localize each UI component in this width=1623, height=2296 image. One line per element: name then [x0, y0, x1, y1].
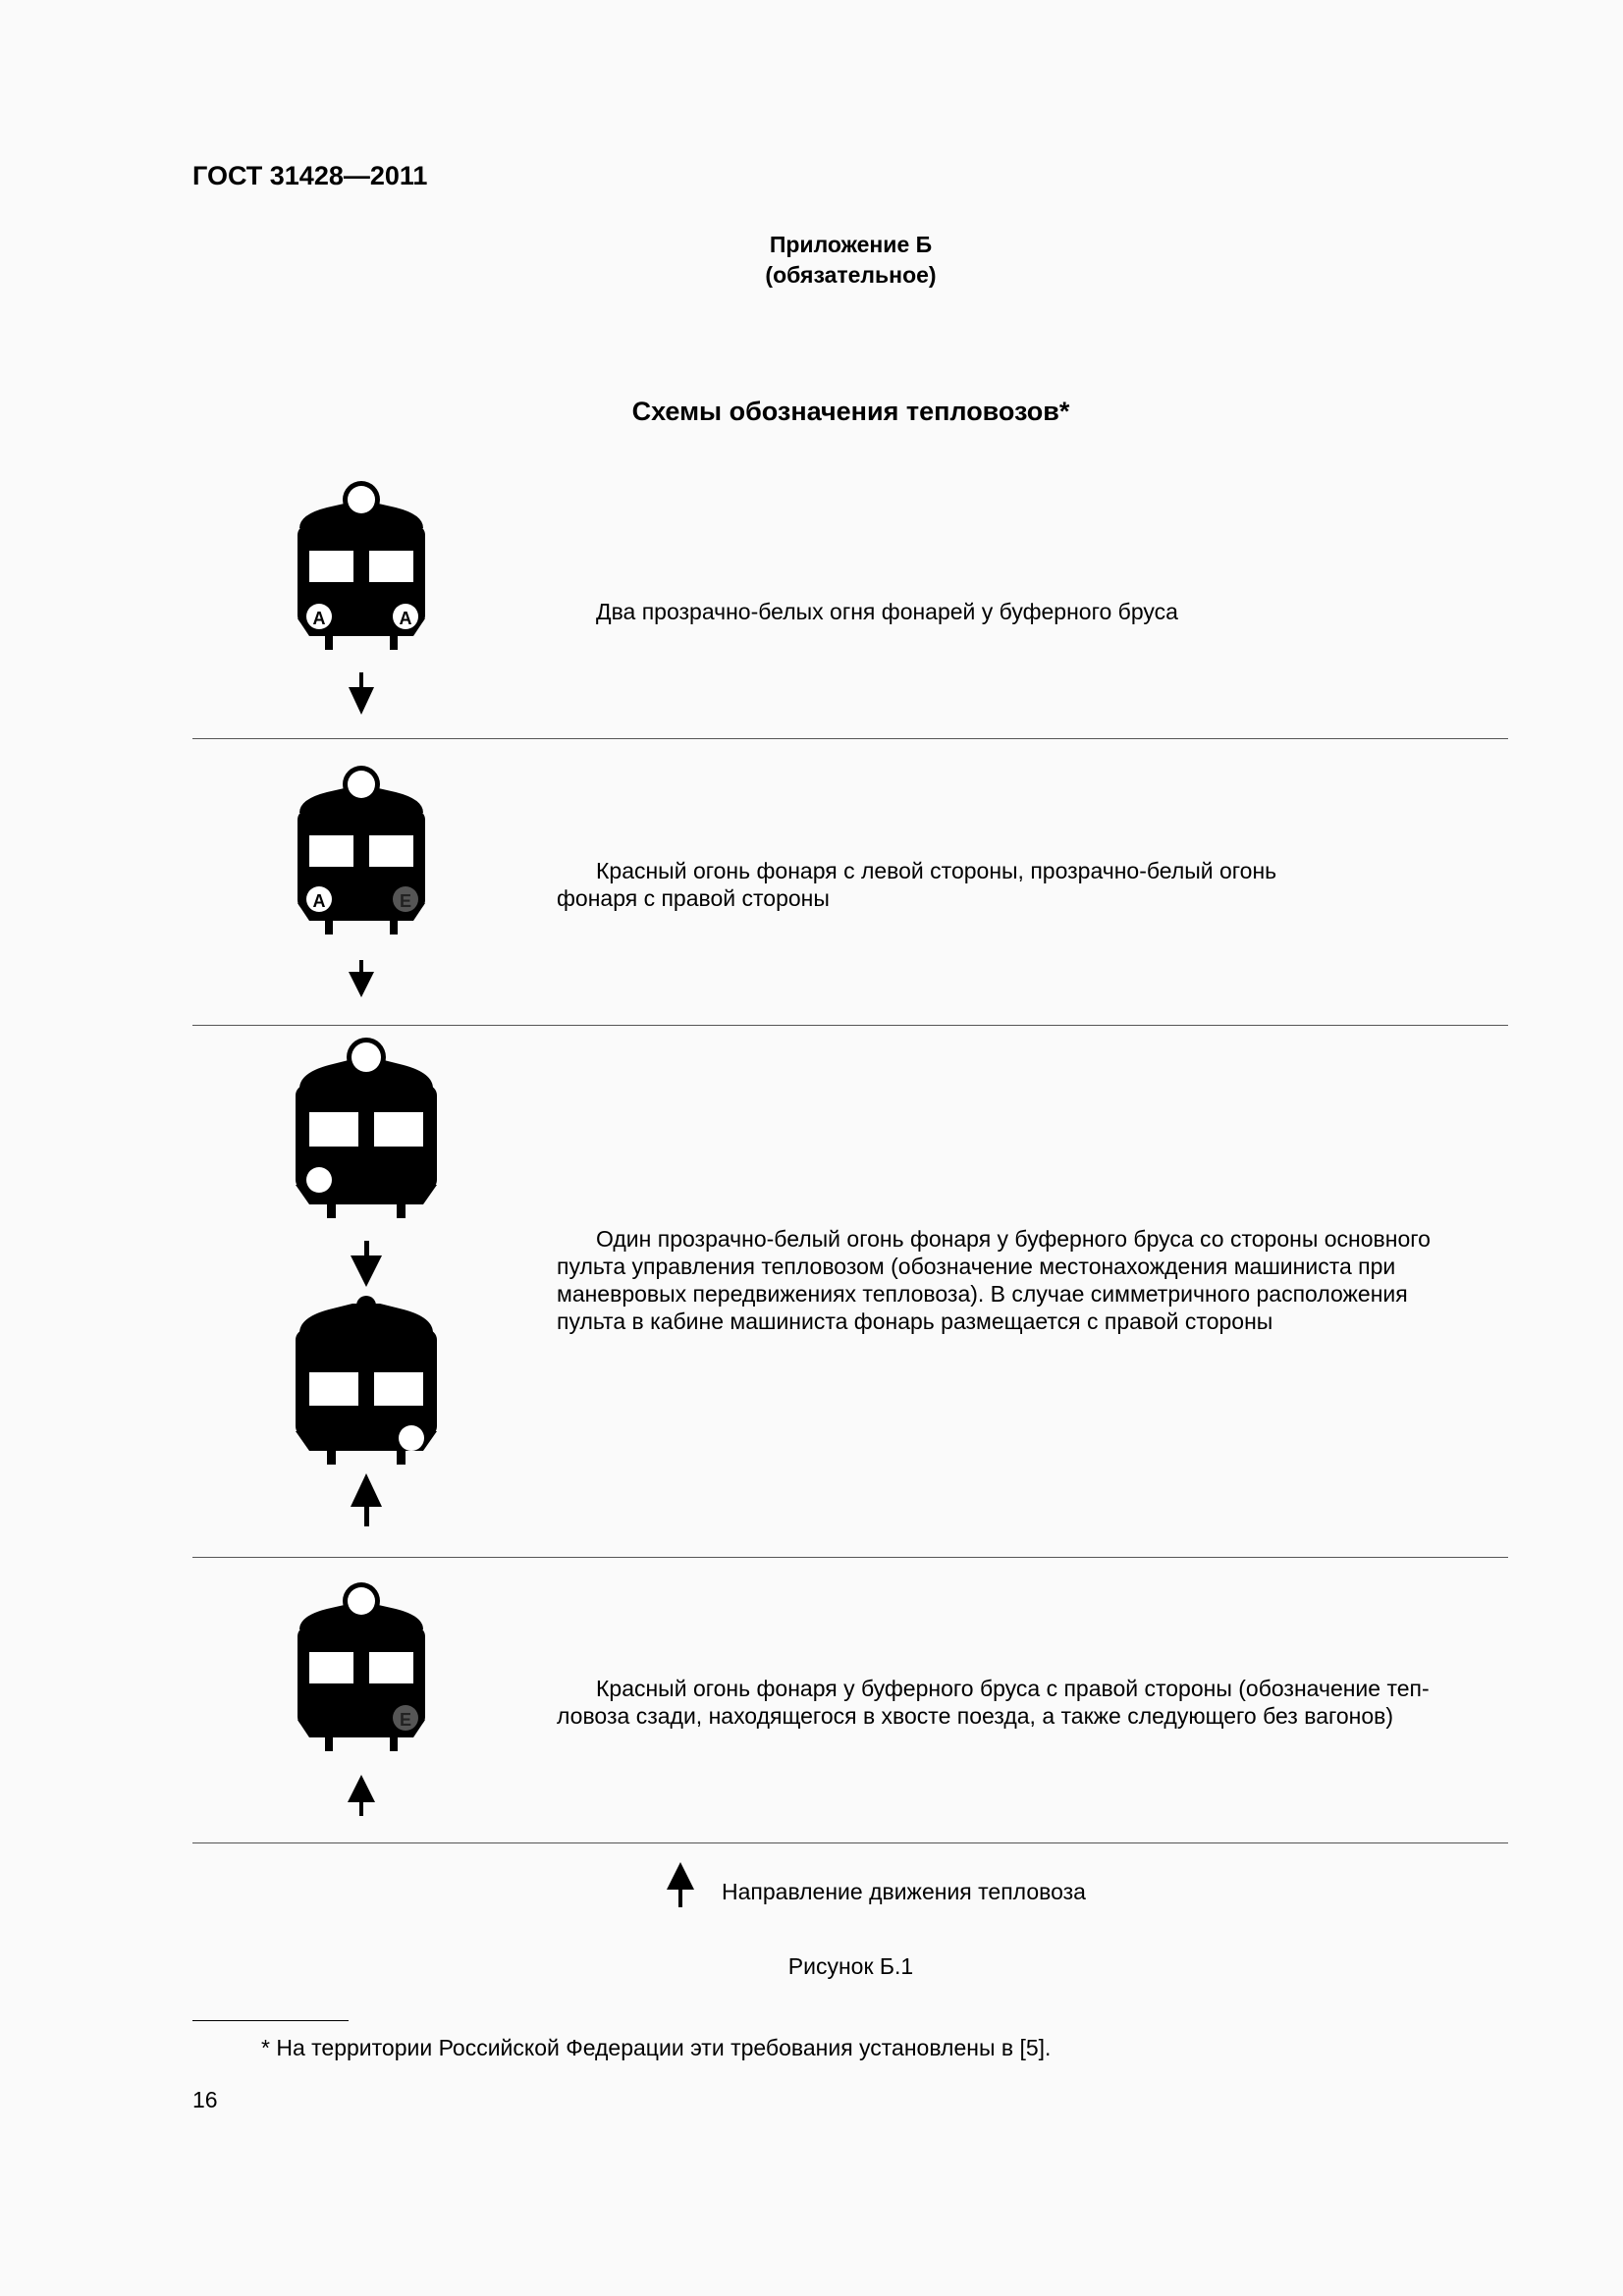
page-number: 16	[192, 2087, 218, 2112]
figure-caption: Рисунок Б.1	[787, 1953, 914, 1979]
arrow-up-icon	[351, 1473, 382, 1507]
row-3-description: Один прозрачно-белый огонь фонаря у буферного бруса со стороны основного пульта управления тепловозом (обозначение местонахождения машиниста при маневровых передвижениях тепловоза). В случае симметричного расположения пульта в кабине машиниста фонарь размещается с правой стороны	[557, 1226, 1431, 1334]
arrow-down-icon	[351, 1255, 382, 1287]
appendix-type: (обязательное)	[765, 262, 937, 288]
footnote-separator	[192, 2020, 349, 2021]
legend-text: Направление движения тепловоза	[722, 1879, 1086, 1904]
svg-text:A: A	[312, 609, 326, 628]
locomotive-icon-red-left-white-right	[288, 766, 435, 1006]
row-divider	[192, 1842, 1508, 1843]
row-4-description: Красный огонь фонаря у буферного бруса с правой стороны (обозначение теп- ловоза сзади, находящегося в хвосте поезда, а также следующего без вагонов)	[557, 1676, 1430, 1729]
arrow-down-icon	[349, 972, 374, 997]
row-divider	[192, 738, 1508, 739]
locomotive-icon-white-left	[288, 1038, 445, 1291]
locomotive-icon-red-right	[288, 1582, 435, 1823]
svg-text:A: A	[399, 609, 412, 628]
locomotive-icon-white-right	[288, 1296, 445, 1546]
row-divider	[192, 1025, 1508, 1026]
white-lamp-left	[306, 1167, 332, 1193]
row-1-description: Два прозрачно-белых огня фонарей у буферного бруса	[596, 599, 1178, 624]
svg-text:E: E	[399, 1710, 412, 1730]
arrow-up-icon	[665, 1860, 696, 1909]
document-code: ГОСТ 31428—2011	[192, 161, 428, 190]
arrow-down-icon	[349, 687, 374, 715]
section-title: Схемы обозначения тепловозов*	[631, 397, 1070, 426]
footnote: * На территории Российской Федерации эти требования установлены в [5].	[261, 2035, 1052, 2060]
svg-text:A: A	[312, 891, 326, 911]
white-lamp-right	[399, 1425, 424, 1451]
row-divider	[192, 1557, 1508, 1558]
row-2-description: Красный огонь фонаря с левой стороны, прозрачно-белый огонь фонаря с правой стороны	[557, 858, 1277, 911]
appendix-title: Приложение Б	[769, 232, 933, 257]
locomotive-icon-two-white-lamps	[288, 481, 435, 721]
svg-text:E: E	[399, 891, 412, 911]
